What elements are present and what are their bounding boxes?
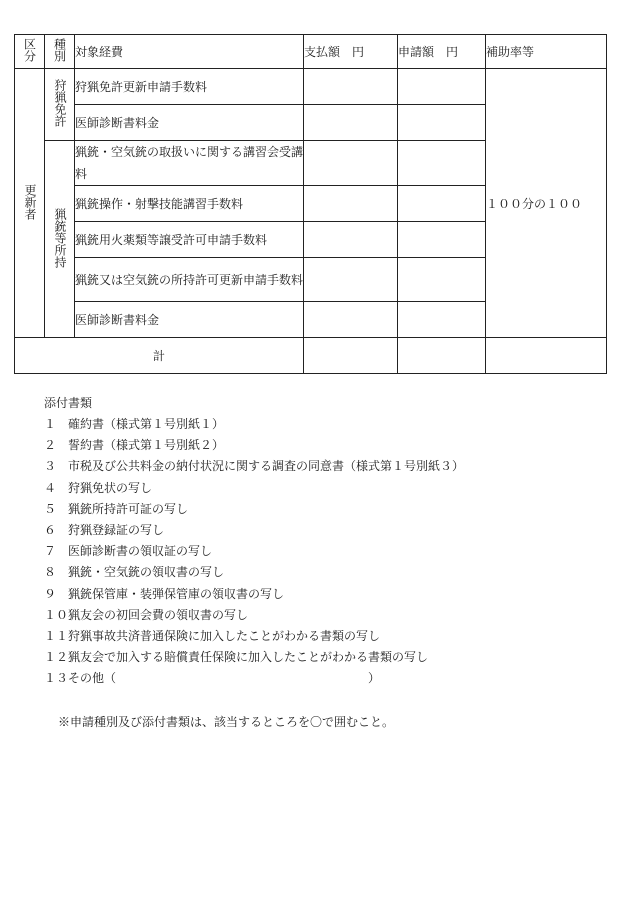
header-paid-amount: 支払額 円 bbox=[304, 35, 398, 69]
list-item: １２猟友会で加入する賠償責任保険に加入したことがわかる書類の写し bbox=[44, 650, 429, 665]
applied-amount-cell[interactable] bbox=[398, 141, 486, 186]
instruction-note: ※申請種別及び添付書類は、該当するところを〇で囲むこと。 bbox=[58, 715, 395, 729]
applied-amount-cell[interactable] bbox=[398, 186, 486, 222]
total-paid-cell[interactable] bbox=[304, 338, 398, 374]
kubun-value: 更新者 bbox=[23, 183, 37, 220]
attachments-list bbox=[44, 418, 464, 693]
expense-item: 狩猟免許更新申請手数料 bbox=[75, 69, 304, 105]
list-item: １３その他（ ） bbox=[44, 671, 381, 686]
group-gun-possession bbox=[45, 141, 75, 338]
expense-item: 猟銃操作・射撃技能講習手数料 bbox=[75, 186, 304, 222]
total-row bbox=[15, 338, 607, 374]
paid-amount-cell[interactable] bbox=[304, 302, 398, 338]
attachments-section bbox=[44, 397, 464, 693]
subsidy-rate-value: １００分の１００ bbox=[486, 196, 583, 211]
expense-item: 医師診断書料金 bbox=[75, 302, 304, 338]
group-label: 猟銃等所持 bbox=[53, 207, 67, 268]
group-hunting-license bbox=[45, 69, 75, 141]
kubun-cell bbox=[15, 69, 45, 338]
subsidy-rate-cell bbox=[486, 69, 607, 338]
total-applied-cell[interactable] bbox=[398, 338, 486, 374]
expense-table bbox=[14, 34, 607, 374]
paid-amount-cell[interactable] bbox=[304, 105, 398, 141]
paid-amount-cell[interactable] bbox=[304, 222, 398, 258]
list-item: ９ 猟銃保管庫・装弾保管庫の領収書の写し bbox=[44, 586, 285, 601]
list-item: ６ 狩猟登録証の写し bbox=[44, 522, 165, 537]
list-item: ４ 狩猟免状の写し bbox=[44, 480, 153, 495]
header-shubetsu: 種別 bbox=[45, 35, 75, 69]
header-applied-amount: 申請額 円 bbox=[398, 35, 486, 69]
header-subsidy-rate: 補助率等 bbox=[486, 35, 607, 69]
expense-item: 猟銃・空気銃の取扱いに関する講習会受講料 bbox=[75, 141, 304, 186]
paid-amount-cell[interactable] bbox=[304, 69, 398, 105]
list-item: ３ 市税及び公共料金の納付状況に関する調査の同意書（様式第１号別紙３） bbox=[44, 459, 465, 474]
total-label: 計 bbox=[15, 338, 304, 374]
applied-amount-cell[interactable] bbox=[398, 302, 486, 338]
expense-item: 医師診断書料金 bbox=[75, 105, 304, 141]
list-item: ８ 猟銃・空気銃の領収書の写し bbox=[44, 565, 225, 580]
paid-amount-cell[interactable] bbox=[304, 186, 398, 222]
paid-amount-cell[interactable] bbox=[304, 141, 398, 186]
list-item: １ 確約書（様式第１号別紙１） bbox=[44, 417, 225, 431]
applied-amount-cell[interactable] bbox=[398, 222, 486, 258]
applied-amount-cell[interactable] bbox=[398, 105, 486, 141]
attachments-title: 添付書類 bbox=[44, 396, 93, 410]
list-item: ７ 医師診断書の領収証の写し bbox=[44, 544, 213, 559]
applied-amount-cell[interactable] bbox=[398, 258, 486, 302]
table-row bbox=[15, 69, 607, 105]
list-item: １０猟友会の初回会費の領収書の写し bbox=[44, 607, 249, 622]
paid-amount-cell[interactable] bbox=[304, 258, 398, 302]
header-kubun: 区分 bbox=[15, 35, 45, 69]
applied-amount-cell[interactable] bbox=[398, 69, 486, 105]
list-item: ２ 誓約書（様式第１号別紙２） bbox=[44, 438, 225, 453]
table-header-row bbox=[15, 35, 607, 69]
group-label: 狩猟免許 bbox=[53, 79, 67, 127]
total-rate-cell bbox=[486, 338, 607, 374]
expense-item: 猟銃又は空気銃の所持許可更新申請手数料 bbox=[75, 258, 304, 302]
header-target-expense: 対象経費 bbox=[75, 35, 304, 69]
expense-item: 猟銃用火薬類等譲受許可申請手数料 bbox=[75, 222, 304, 258]
list-item: ５ 猟銃所持許可証の写し bbox=[44, 501, 189, 516]
list-item: １１狩猟事故共済普通保険に加入したことがわかる書類の写し bbox=[44, 628, 381, 643]
